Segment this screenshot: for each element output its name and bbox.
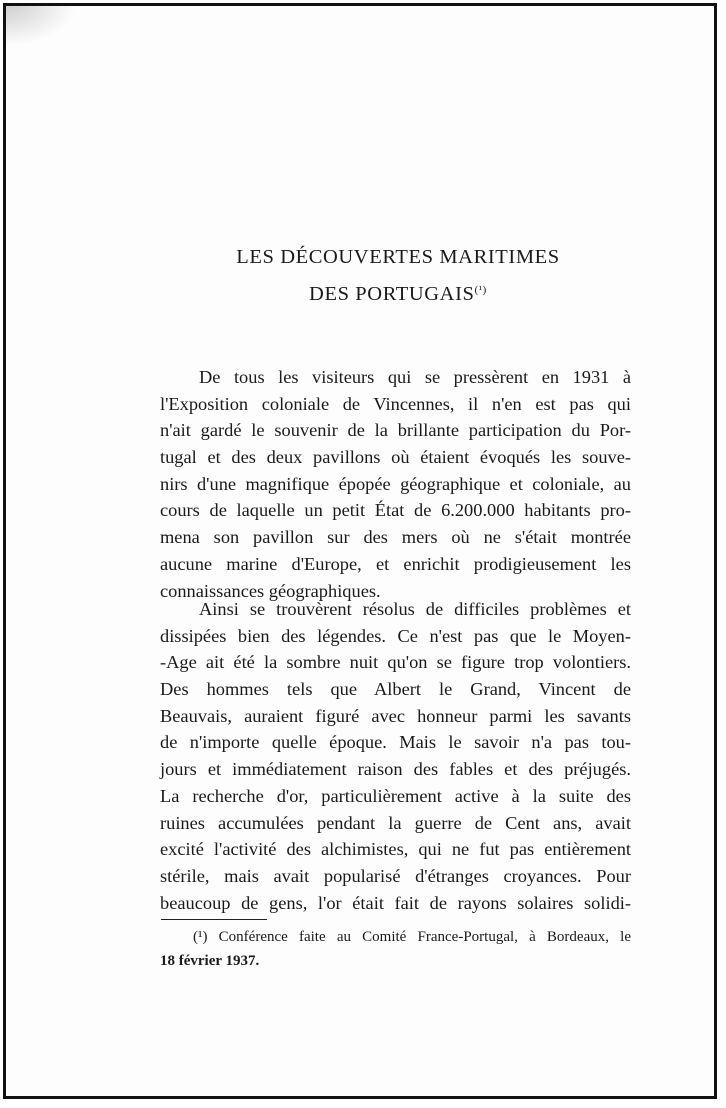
text-line: Beauvais, auraient figuré avec honneur parmi les savants: [160, 705, 631, 726]
text-line: l'Exposition coloniale de Vincennes, il n'en est pas qui: [160, 393, 631, 414]
text-line: tugal et des deux pavillons où étaient évoqués les souve-: [160, 447, 631, 468]
paragraph-2: [160, 596, 631, 916]
text-line: De tous les visiteurs qui se pressèrent en 1931 à: [199, 367, 631, 387]
text-line: dissipées bien des légendes. Ce n'est pas que le Moyen-: [160, 625, 631, 646]
text-line: cours de laquelle un petit État de 6.200.000 habitants pro-: [160, 500, 631, 521]
text-line: aucune marine d'Europe, et enrichit prodigieusement les: [160, 553, 631, 574]
text-line: de n'importe quelle époque. Mais le savoir n'a pas tou-: [160, 732, 631, 753]
text-line: La recherche d'or, particulièrement active à la suite des: [160, 785, 631, 806]
chapter-title-line-2: [0, 275, 726, 309]
text-line: n'ait gardé le souvenir de la brillante participation du Por-: [160, 420, 631, 441]
text-line: mena son pavillon sur des mers où ne s'était montrée: [160, 527, 631, 548]
text-line: connaissances géographiques.: [160, 580, 381, 601]
text-line: jours et immédiatement raison des fables et des préjugés.: [160, 759, 631, 780]
text-line: nirs d'une magnifique épopée géographique et coloniale, au: [160, 473, 631, 494]
footnote-line-2: 18 février 1937.: [160, 953, 260, 969]
chapter-title-text-1: LES DÉCOUVERTES MARITIMES: [236, 246, 560, 268]
paragraph-1: [160, 364, 631, 604]
text-line: Des hommes tels que Albert le Grand, Vincent de: [160, 679, 631, 700]
chapter-title-text-2: DES PORTUGAIS: [309, 283, 475, 305]
footnote-reference: (¹): [474, 284, 487, 296]
text-line: excité l'activité des alchimistes, qui ne fut pas entièrement: [160, 839, 631, 860]
footnote-separator: [161, 919, 267, 920]
footnote: [160, 925, 631, 973]
footnote-line-1: (¹) Conférence faite au Comité France-Portugal, à Bordeaux, le: [193, 929, 631, 945]
chapter-title-line-1: [0, 242, 726, 272]
text-line: -Age ait été la sombre nuit qu'on se figure trop volontiers.: [160, 652, 631, 673]
scan-smudge: [6, 6, 76, 46]
text-line: stérile, mais avait popularisé d'étranges croyances. Pour: [160, 865, 631, 886]
text-line: Ainsi se trouvèrent résolus de difficiles problèmes et: [199, 599, 631, 619]
text-line: beaucoup de gens, l'or était fait de rayons solaires solidi-: [160, 892, 631, 913]
text-line: ruines accumulées pendant la guerre de Cent ans, avait: [160, 812, 631, 833]
